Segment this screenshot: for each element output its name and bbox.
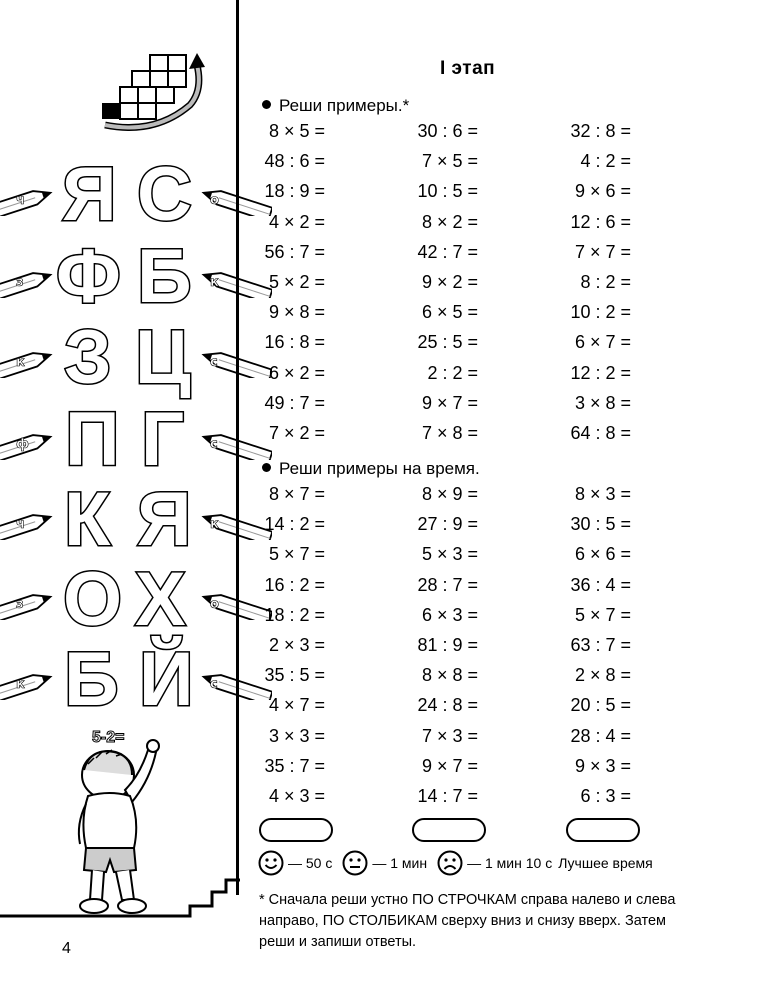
stair-border bbox=[0, 878, 240, 928]
task1-example-1-7: 9 × 8 = bbox=[268, 302, 325, 323]
vertical-divider bbox=[236, 0, 239, 895]
task2-example-3-2: 30 : 5 = bbox=[570, 514, 631, 535]
task1-example-1-5: 56 : 7 = bbox=[264, 241, 325, 262]
task1-example-3-8: 6 × 7 = bbox=[574, 332, 631, 353]
letter-left-2: Ф bbox=[56, 234, 121, 319]
task1-instruction bbox=[262, 96, 409, 116]
letter-right-4: Г bbox=[141, 397, 185, 482]
task1-example-3-4: 12 : 6 = bbox=[570, 211, 631, 232]
footnote: * Сначала реши устно ПО СТРОЧКАМ справа налево и слева направо, ПО СТОЛБИКАМ сверху вниз и снизу вверх. Затем реши и запиши ответы. bbox=[259, 892, 676, 950]
task2-example-3-10: 9 × 3 = bbox=[574, 755, 631, 776]
page-number: 4 bbox=[62, 940, 71, 957]
task1-example-2-5: 42 : 7 = bbox=[417, 241, 478, 262]
task2-example-3-3: 6 × 6 = bbox=[574, 544, 631, 565]
task2-example-2-6: 81 : 9 = bbox=[417, 635, 478, 655]
pencil-left-1 bbox=[0, 190, 56, 216]
pencil-right-2 bbox=[198, 272, 272, 298]
task2-example-1-5: 18 : 2 = bbox=[264, 604, 325, 625]
pencil-right-3-label: с bbox=[210, 355, 218, 370]
task2-example-1-3: 5 × 7 = bbox=[268, 544, 325, 565]
letter-left-1: Я bbox=[62, 152, 117, 237]
task2-example-1-6: 2 × 3 = bbox=[268, 635, 325, 655]
letter-left-7: Б bbox=[64, 637, 119, 722]
task2-example-1-9: 3 × 3 = bbox=[268, 725, 325, 746]
task1-example-2-7: 6 × 5 = bbox=[421, 302, 478, 323]
task1-example-1-10: 49 : 7 = bbox=[264, 392, 325, 413]
legend-sad-text: — 1 мин 10 с bbox=[467, 855, 553, 871]
task2-example-2-4: 28 : 7 = bbox=[417, 574, 478, 595]
task1-example-3-11: 64 : 8 = bbox=[570, 423, 631, 443]
task2-example-2-5: 6 × 3 = bbox=[421, 604, 478, 625]
task2-example-2-7: 8 × 8 = bbox=[421, 665, 478, 686]
pencil-right-3 bbox=[198, 352, 272, 378]
task2-example-1-1: 8 × 7 = bbox=[268, 484, 325, 504]
pencil-left-4 bbox=[0, 434, 56, 460]
task2-example-1-7: 35 : 5 = bbox=[264, 665, 325, 686]
task1-example-1-9: 6 × 2 = bbox=[268, 362, 325, 383]
left-decoration-panel bbox=[0, 0, 236, 1001]
task2-example-3-5: 5 × 7 = bbox=[574, 604, 631, 625]
pencil-right-7-label: с bbox=[210, 677, 218, 692]
task1-example-3-2: 4 : 2 = bbox=[580, 151, 631, 172]
task1-example-2-10: 9 × 7 = bbox=[421, 392, 478, 413]
staircase-logo-icon bbox=[95, 45, 205, 135]
letter-right-2: Б bbox=[137, 234, 192, 319]
sad-face-icon bbox=[437, 850, 463, 876]
task2-example-3-6: 63 : 7 = bbox=[570, 635, 631, 655]
task2-example-1-2: 14 : 2 = bbox=[264, 514, 325, 535]
task2-example-2-1: 8 × 9 = bbox=[421, 484, 478, 504]
task1-example-1-8: 16 : 8 = bbox=[264, 332, 325, 353]
time-box-3[interactable] bbox=[566, 818, 640, 842]
task1-example-1-2: 48 : 6 = bbox=[264, 151, 325, 172]
letter-right-1: С bbox=[137, 152, 192, 237]
task2-example-3-9: 28 : 4 = bbox=[570, 725, 631, 746]
task2-example-3-4: 36 : 4 = bbox=[570, 574, 631, 595]
task1-example-3-7: 10 : 2 = bbox=[570, 302, 631, 323]
pencil-right-2-label: к bbox=[210, 275, 219, 290]
pencil-left-6 bbox=[0, 594, 56, 620]
letter-left-6: О bbox=[63, 557, 123, 642]
task2-example-1-4: 16 : 2 = bbox=[264, 574, 325, 595]
task1-example-1-4: 4 × 2 = bbox=[268, 211, 325, 232]
task2-example-3-7: 2 × 8 = bbox=[574, 665, 631, 686]
task2-example-3-1: 8 × 3 = bbox=[574, 484, 631, 504]
pencil-left-3-label: к bbox=[16, 355, 25, 370]
legend-neutral-text: — 1 мин bbox=[372, 855, 428, 871]
task2-example-3-8: 20 : 5 = bbox=[570, 695, 631, 716]
pencil-right-1-label: о bbox=[210, 193, 219, 208]
letter-left-4: П bbox=[65, 397, 120, 482]
pencil-left-5 bbox=[0, 514, 56, 540]
task2-example-2-9: 7 × 3 = bbox=[421, 725, 478, 746]
task2-instruction-text: Реши примеры на время. bbox=[279, 459, 480, 478]
task1-example-1-1: 8 × 5 = bbox=[268, 121, 325, 141]
task1-example-2-2: 7 × 5 = bbox=[421, 151, 478, 172]
time-legend bbox=[258, 848, 663, 878]
stage-title: I этап bbox=[440, 58, 496, 79]
task2-example-2-11: 14 : 7 = bbox=[417, 786, 478, 806]
task1-instruction-text: Реши примеры.* bbox=[279, 96, 410, 115]
task2-example-2-2: 27 : 9 = bbox=[417, 514, 478, 535]
task1-example-1-11: 7 × 2 = bbox=[268, 423, 325, 443]
task2-example-3-11: 6 : 3 = bbox=[580, 786, 631, 806]
task1-example-2-8: 25 : 5 = bbox=[417, 332, 478, 353]
happy-face-icon bbox=[258, 850, 284, 876]
task1-example-1-6: 5 × 2 = bbox=[268, 272, 325, 292]
letter-right-7: Й bbox=[139, 637, 194, 722]
task1-example-3-9: 12 : 2 = bbox=[570, 362, 631, 383]
letter-right-6: Х bbox=[135, 557, 186, 642]
task1-example-2-1: 30 : 6 = bbox=[417, 121, 478, 141]
pencil-left-5-label: ч bbox=[16, 517, 25, 532]
task1-example-2-11: 7 × 8 = bbox=[421, 423, 478, 443]
legend-happy-text: — 50 с bbox=[288, 855, 333, 871]
time-box-1[interactable] bbox=[259, 818, 333, 842]
letter-left-3: З bbox=[64, 315, 112, 400]
task2-example-2-3: 5 × 3 = bbox=[421, 544, 478, 565]
task2-instruction bbox=[262, 459, 480, 479]
letter-right-5: Я bbox=[137, 477, 192, 562]
bullet-icon bbox=[262, 100, 271, 109]
pencil-left-4-label: ф bbox=[16, 437, 29, 452]
task2-example-2-8: 24 : 8 = bbox=[417, 695, 478, 716]
task2-example-1-11: 4 × 3 = bbox=[268, 786, 325, 806]
task1-example-3-1: 32 : 8 = bbox=[570, 121, 631, 141]
pencil-left-7 bbox=[0, 674, 56, 700]
task1-example-3-5: 7 × 7 = bbox=[574, 241, 631, 262]
letter-left-5: К bbox=[64, 477, 111, 562]
pencil-right-4-label: с bbox=[210, 437, 218, 452]
task2-example-1-10: 35 : 7 = bbox=[264, 755, 325, 776]
pencil-left-2 bbox=[0, 272, 56, 298]
task1-example-1-3: 18 : 9 = bbox=[264, 181, 325, 202]
task1-example-3-3: 9 × 6 = bbox=[574, 181, 631, 202]
task2-example-2-10: 9 × 7 = bbox=[421, 755, 478, 776]
task1-example-3-6: 8 : 2 = bbox=[580, 272, 631, 292]
pencil-right-4 bbox=[198, 434, 272, 460]
task1-example-2-6: 9 × 2 = bbox=[421, 272, 478, 292]
pencil-right-1 bbox=[198, 190, 272, 216]
task1-example-2-4: 8 × 2 = bbox=[421, 211, 478, 232]
task1-example-3-10: 3 × 8 = bbox=[574, 392, 631, 413]
task2-example-1-8: 4 × 7 = bbox=[268, 695, 325, 716]
time-box-2[interactable] bbox=[412, 818, 486, 842]
task1-example-2-9: 2 : 2 = bbox=[427, 362, 478, 383]
pencil-left-7-label: к bbox=[16, 677, 25, 692]
pencil-left-3 bbox=[0, 352, 56, 378]
pencil-left-6-label: з bbox=[16, 597, 24, 612]
neutral-face-icon bbox=[342, 850, 368, 876]
letter-right-3: Ц bbox=[135, 315, 191, 400]
task1-example-2-3: 10 : 5 = bbox=[417, 181, 478, 202]
bullet-icon bbox=[262, 463, 271, 472]
pencil-right-5 bbox=[198, 514, 272, 540]
pencil-left-2-label: з bbox=[16, 275, 24, 290]
boy-board-text: 5-2= bbox=[92, 729, 125, 746]
pencil-right-7 bbox=[198, 674, 272, 700]
pencil-right-6-label: о bbox=[210, 597, 219, 612]
pencil-right-5-label: к bbox=[210, 517, 219, 532]
pencil-left-1-label: ч bbox=[16, 193, 25, 208]
legend-best-time: Лучшее время bbox=[558, 855, 653, 871]
pencil-right-6 bbox=[198, 594, 272, 620]
